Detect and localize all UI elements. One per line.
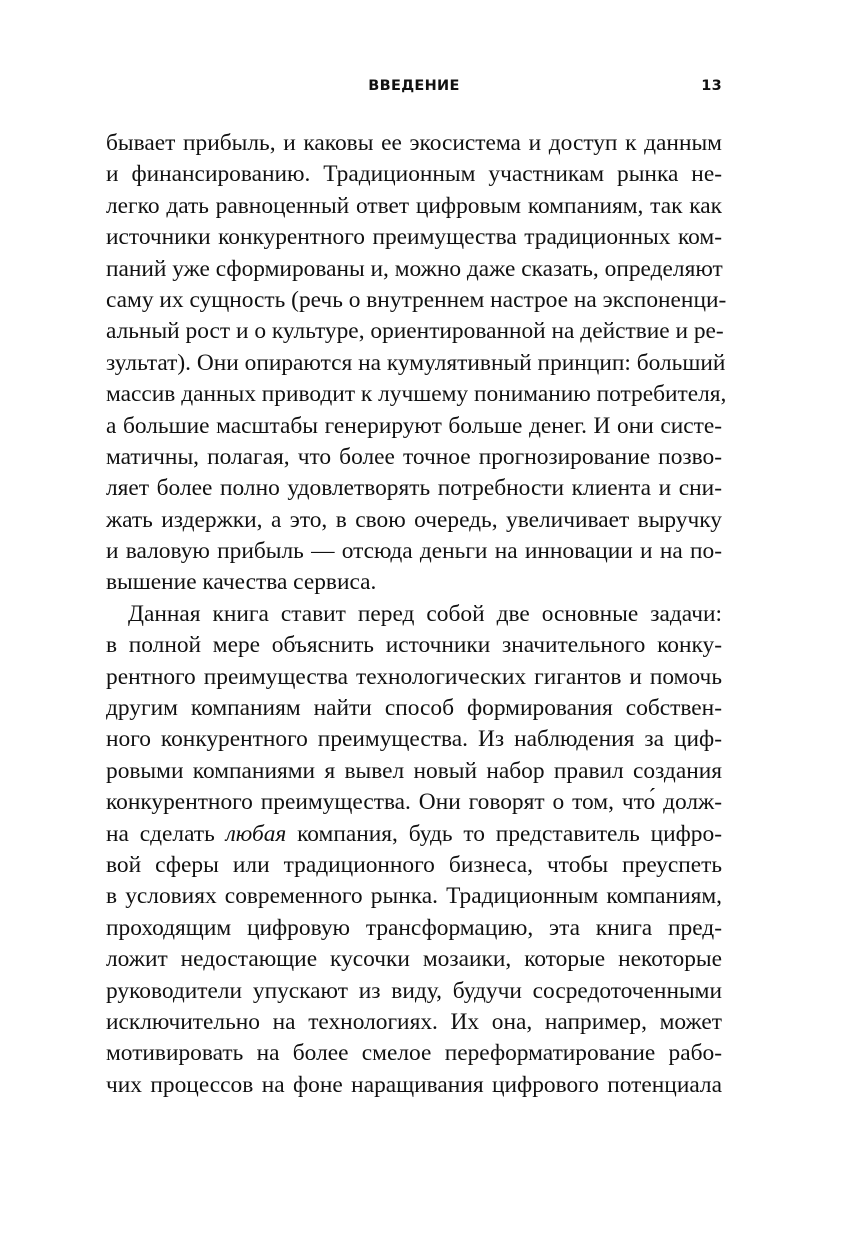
text-line: ложит недостающие кусочки мозаики, которые некоторые	[106, 946, 722, 973]
text-line: матичны, полагая, что более точное прогнозирование позво-	[106, 443, 722, 470]
text-line: альный рост и о культуре, ориентированной на действие и ре-	[106, 318, 724, 345]
text-line: рентного преимущества технологических гигантов и помочь	[106, 663, 722, 690]
text-line: саму их сущность (речь о внутреннем настрое на экспоненци-	[106, 286, 727, 313]
text-line-with-emphasis	[106, 819, 722, 850]
text-line: а большие масштабы генерируют больше денег. И они систе-	[106, 412, 722, 439]
text-line: зультат). Они опираются на кумулятивный принцип: больший	[106, 349, 726, 376]
body-text	[106, 128, 727, 1101]
text-line: ровыми компаниями я вывел новый набор правил создания	[106, 757, 722, 784]
line-text: на сделать	[106, 820, 226, 847]
page-number: 13	[701, 78, 722, 94]
text-line: и финансированию. Традиционным участникам рынка не-	[106, 161, 722, 188]
text-line: исключительно на технологиях. Их она, например, может	[106, 1008, 722, 1035]
text-line: чих процессов на фоне наращивания цифрового потенциала	[106, 1071, 722, 1098]
text-line: легко дать равноценный ответ цифровым компаниям, так как	[106, 192, 722, 219]
running-head	[106, 78, 722, 102]
text-line: массив данных приводит к лучшему пониманию потребителя,	[106, 381, 727, 408]
emphasized-word: любая	[225, 820, 287, 847]
text-line: вышение качества сервиса.	[106, 569, 377, 596]
line-text: компания, будь то представитель цифро-	[286, 820, 722, 847]
text-line: источники конкурентного преимущества традиционных ком-	[106, 224, 722, 251]
running-title: ВВЕДЕНИЕ	[368, 78, 460, 94]
paragraph	[106, 128, 727, 599]
text-line: в условиях современного рынка. Традиционным компаниям,	[106, 883, 722, 910]
text-line: конкурентного преимущества. Они говорят о том, что́ долж-	[106, 789, 722, 816]
text-line: руководители упускают из виду, будучи сосредоточенными	[106, 977, 722, 1004]
text-line: в полной мере объяснить источники значительного конку-	[106, 632, 722, 659]
text-line: и валовую прибыль — отсюда деньги на инновации и на по-	[106, 538, 722, 565]
text-line: бывает прибыль, и каковы ее экосистема и доступ к данным	[106, 130, 722, 156]
text-line: ного конкурентного преимущества. Из наблюдения за циф-	[106, 726, 722, 753]
text-line: мотивировать на более смелое переформатирование рабо-	[106, 1040, 722, 1067]
text-line: вой сферы или традиционного бизнеса, чтобы преуспеть	[106, 851, 722, 878]
text-line: паний уже сформированы и, можно даже сказать, определяют	[106, 255, 723, 282]
text-line: другим компаниям найти способ формирования собствен-	[106, 695, 722, 722]
text-line: проходящим цифровую трансформацию, эта книга пред-	[106, 914, 722, 941]
text-line: жать издержки, а это, в свою очередь, увеличивает выручку	[106, 506, 722, 533]
text-line: Данная книга ставит перед собой две основные задачи:	[128, 600, 722, 627]
text-line: ляет более полно удовлетворять потребности клиента и сни-	[106, 475, 722, 502]
paragraph	[106, 599, 722, 1101]
